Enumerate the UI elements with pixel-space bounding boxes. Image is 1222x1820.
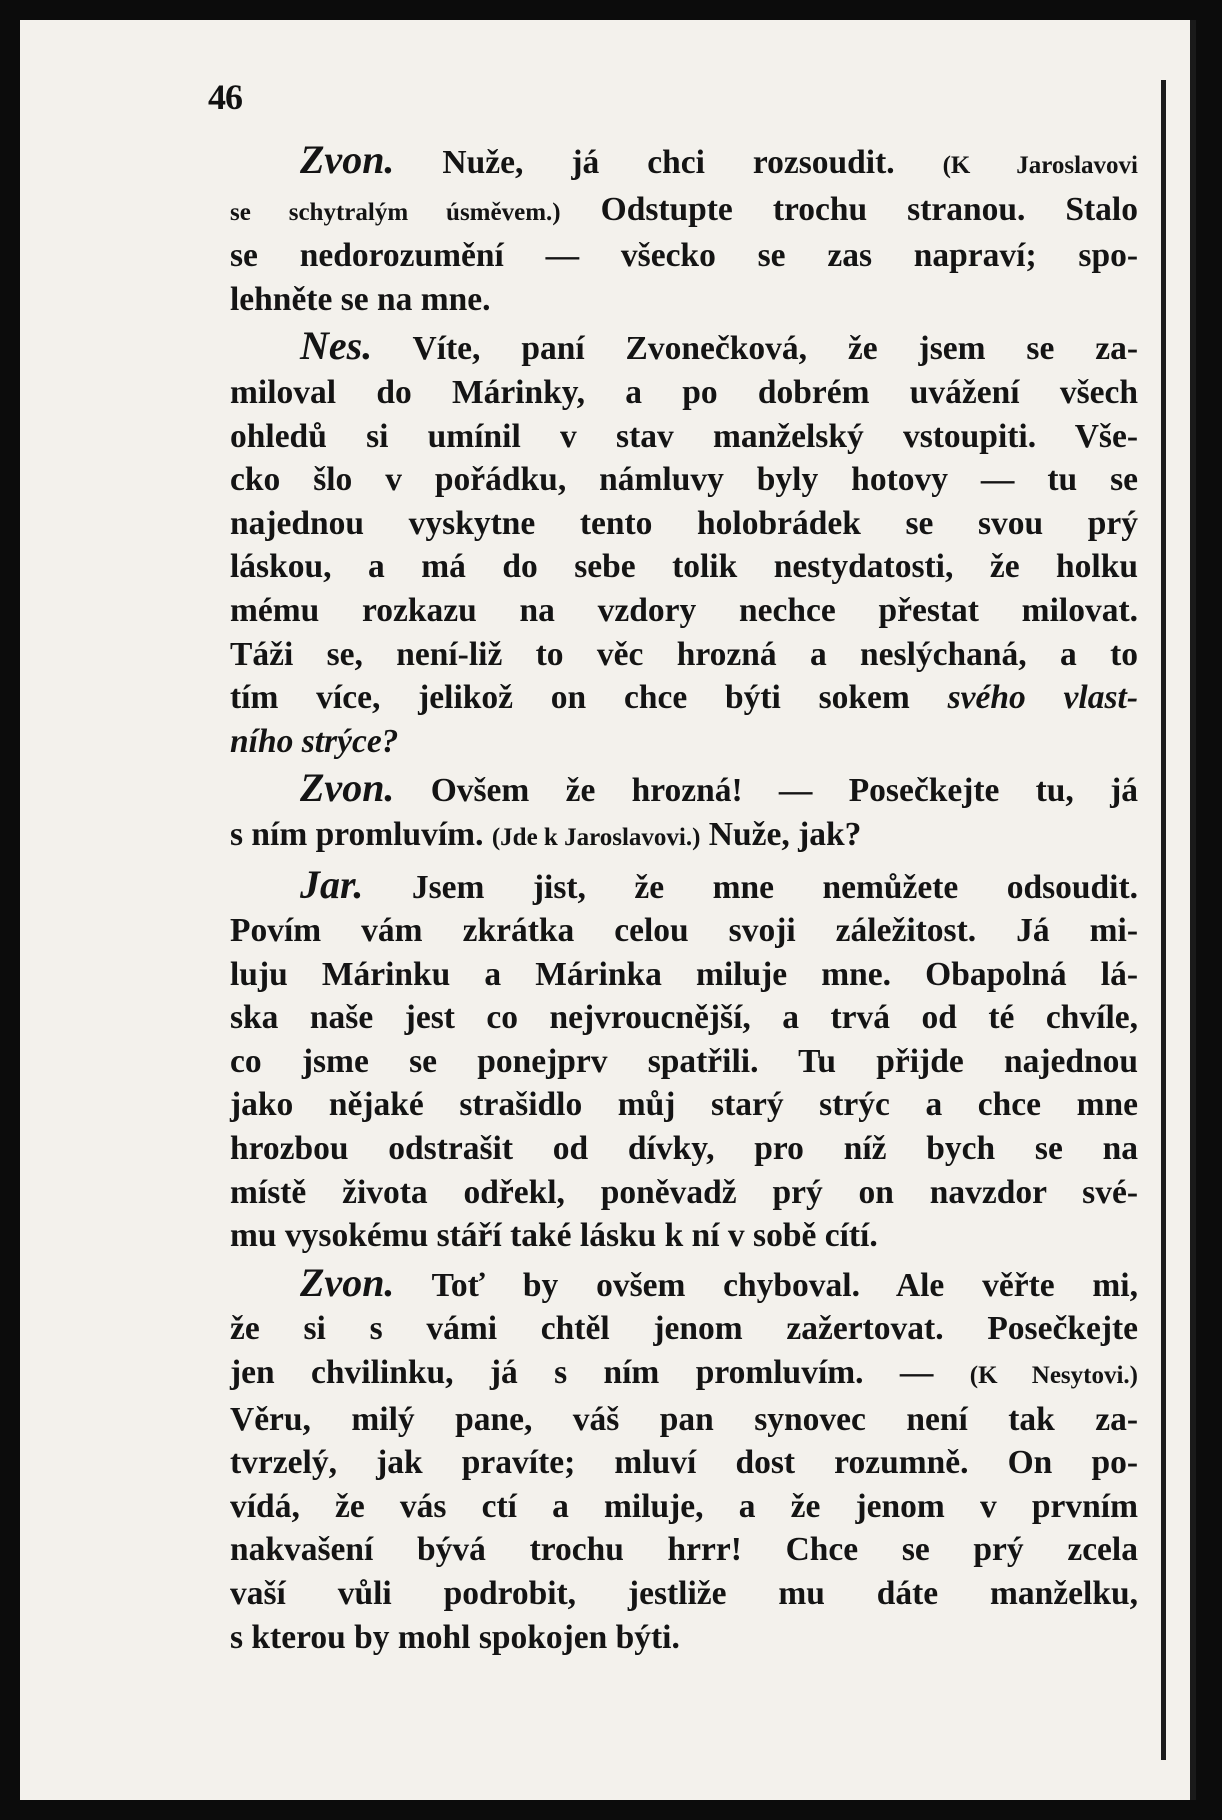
text-segment: tím více, jelikož on chce býti sokem — [230, 679, 948, 717]
text-segment: místě života odřekl, poněvadž prý on navzdor své- — [230, 1173, 1138, 1211]
text-line — [230, 720, 1138, 764]
text-segment: Povím vám zkrátka celou svoji záležitost. Já mi- — [230, 912, 1138, 950]
text-line — [230, 324, 1138, 371]
stage-direction: (Jde k Jaroslavovi.) — [491, 823, 701, 851]
text-segment: Ovšem že hrozná! — Posečkejte tu, já — [394, 772, 1138, 810]
text-line — [230, 1171, 1138, 1215]
paragraph — [230, 863, 1138, 1258]
text-line — [230, 813, 1138, 860]
speaker-name: Nes. — [300, 323, 373, 369]
text-segment: Věru, milý pane, váš pan synovec není tak za- — [230, 1400, 1138, 1438]
page-edge-binding — [1161, 80, 1166, 1760]
text-line — [230, 1398, 1138, 1442]
speaker-name: Zvon. — [300, 1259, 395, 1305]
text-line — [230, 1528, 1138, 1572]
paragraph — [230, 1261, 1138, 1659]
text-segment: s ním promluvím. — [230, 815, 492, 853]
paragraph — [230, 324, 1138, 763]
text-segment: mému rozkazu na vzdory nechce přestat milovat. — [230, 591, 1138, 629]
text-line — [230, 676, 1138, 720]
text-line — [230, 371, 1138, 415]
text-line — [230, 188, 1138, 235]
text-line — [230, 1351, 1138, 1398]
text-line — [230, 278, 1138, 322]
text-line — [230, 633, 1138, 677]
text-segment: Toť by ovšem chyboval. Ale věřte mi, — [394, 1266, 1138, 1304]
text-segment: luju Márinku a Márinka miluje mne. Obapolná lá- — [230, 955, 1138, 993]
text-line — [230, 415, 1138, 459]
paragraph — [230, 766, 1138, 859]
text-segment: najednou vyskytne tento holobrádek se svou prý — [230, 504, 1138, 542]
text-segment: tvrzelý, jak pravíte; mluví dost rozumně. On po- — [230, 1444, 1138, 1482]
text-segment: se nedorozumění — všecko se zas napraví; spo- — [230, 237, 1138, 275]
text-line — [230, 766, 1138, 813]
text-line — [230, 1040, 1138, 1084]
text-line — [230, 1572, 1138, 1616]
text-segment: co jsme se ponejprv spatřili. Tu přijde najednou — [230, 1042, 1138, 1080]
page-text — [230, 138, 1138, 1659]
text-segment: Odstupte trochu stranou. Stalo — [560, 190, 1138, 228]
stage-direction: (K Jaroslavovi — [942, 152, 1138, 179]
text-line — [230, 589, 1138, 633]
text-line — [230, 909, 1138, 953]
paragraph — [230, 138, 1138, 321]
text-line — [230, 953, 1138, 997]
text-segment: hrozbou odstrašit od dívky, pro níž bych se na — [230, 1130, 1138, 1168]
text-segment: jen chvilinku, já s ním promluvím. — — [230, 1354, 970, 1392]
text-line — [230, 458, 1138, 502]
text-segment: ska naše jest co nejvroucnější, a trvá od té chvíle, — [230, 999, 1138, 1037]
text-segment: vídá, že vás ctí a miluje, a že jenom v prvním — [230, 1487, 1138, 1525]
text-segment: vaší vůli podrobit, jestliže mu dáte manželku, — [230, 1575, 1138, 1612]
text-line — [230, 234, 1138, 278]
text-line — [230, 996, 1138, 1040]
text-segment: s kterou by mohl spokojen býti. — [230, 1618, 680, 1656]
text-segment: Nuže, já chci rozsoudit. — [394, 144, 943, 181]
text-line — [230, 1485, 1138, 1529]
speaker-name: Zvon. — [300, 765, 395, 811]
page-number: 46 — [208, 77, 242, 117]
text-segment: Víte, paní Zvonečková, že jsem se za- — [372, 330, 1138, 368]
text-line — [230, 545, 1138, 589]
text-line — [230, 1616, 1138, 1660]
text-line — [230, 138, 1138, 188]
text-segment: lehněte se na mne. — [230, 280, 491, 318]
italic-text: ního strýce? — [230, 722, 399, 760]
text-line — [230, 1083, 1138, 1127]
text-segment: cko šlo v pořádku, námluvy byly hotovy — tu se — [230, 461, 1138, 499]
text-line — [230, 1261, 1138, 1308]
text-segment: Jsem jist, že mne nemůžete odsoudit. — [363, 868, 1138, 906]
speaker-name: Jar. — [300, 861, 364, 907]
italic-text: svého vlast- — [947, 679, 1138, 717]
book-page — [20, 20, 1196, 1800]
text-segment: mu vysokému stáří také lásku k ní v sobě cítí. — [230, 1217, 878, 1255]
stage-direction: (K Nesytovi.) — [969, 1362, 1139, 1390]
text-segment: Táži se, není-liž to věc hrozná a neslýchaná, a to — [230, 635, 1138, 673]
text-line — [230, 1127, 1138, 1171]
text-line — [230, 502, 1138, 546]
text-segment: jako nějaké strašidlo můj starý strýc a chce mne — [230, 1086, 1138, 1124]
text-line — [230, 1307, 1138, 1351]
text-segment: Nuže, jak? — [700, 815, 862, 853]
text-segment: láskou, a má do sebe tolik nestydatosti, že holku — [230, 548, 1138, 586]
text-segment: nakvašení bývá trochu hrrr! Chce se prý zcela — [230, 1531, 1138, 1569]
speaker-name: Zvon. — [300, 137, 395, 182]
stage-direction: se schytralým úsměvem.) — [230, 198, 561, 226]
text-segment: ohledů si umínil v stav manželský vstoupiti. Vše- — [230, 417, 1138, 455]
text-segment: miloval do Márinky, a po dobrém uvážení všech — [230, 373, 1138, 411]
text-line — [230, 1214, 1138, 1258]
text-line — [230, 863, 1138, 910]
text-line — [230, 1441, 1138, 1485]
text-segment: že si s vámi chtěl jenom zažertovat. Posečkejte — [230, 1310, 1138, 1348]
